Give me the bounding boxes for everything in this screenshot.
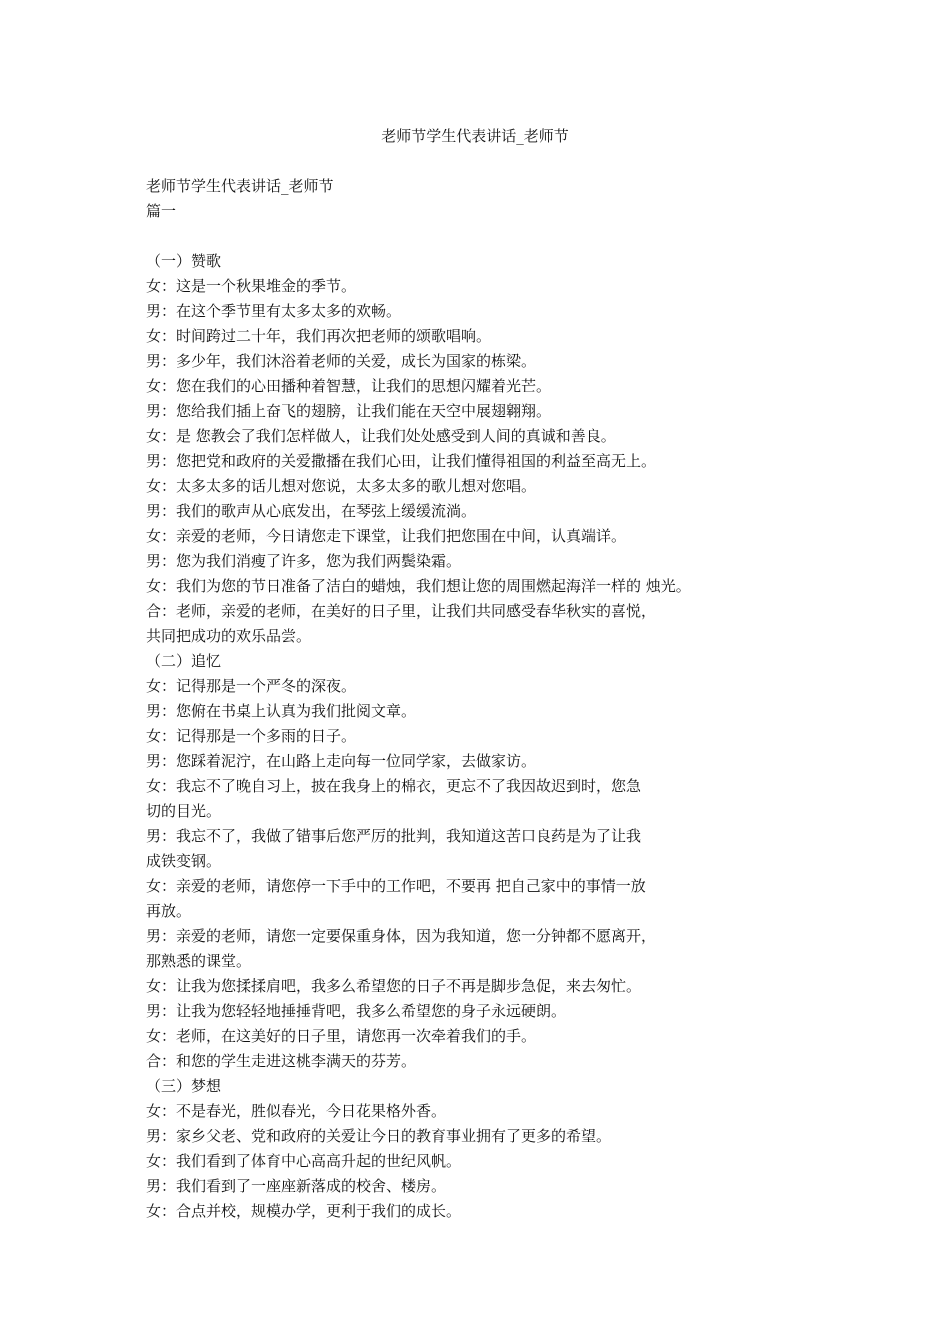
speech-line: 女：我们看到了体育中心高高升起的世纪风帆。 <box>146 1152 462 1170</box>
speech-line: 女：太多太多的话儿想对您说，太多太多的歌儿想对您唱。 <box>146 477 537 495</box>
speech-line: 成铁变钢。 <box>146 852 222 870</box>
speech-line: 女：不是春光，胜似春光，今日花果格外香。 <box>146 1102 447 1120</box>
part-label: 篇一 <box>146 202 177 220</box>
speech-line: （一）赞歌 <box>146 252 222 270</box>
speech-line: 女：合点并校，规模办学，更利于我们的成长。 <box>146 1202 462 1220</box>
blank-line <box>146 224 846 249</box>
speech-line: 女：我忘不了晚自习上，披在我身上的棉衣，更忘不了我因故迟到时，您急 <box>146 777 642 795</box>
speech-line: 男：让我为您轻轻地捶捶背吧，我多么希望您的身子永远硬朗。 <box>146 1002 567 1020</box>
speech-line: 男：家乡父老、党和政府的关爱让今日的教育事业拥有了更多的希望。 <box>146 1127 612 1145</box>
speech-line: （二）追忆 <box>146 652 222 670</box>
speech-line: 女：让我为您揉揉肩吧，我多么希望您的日子不再是脚步急促，来去匆忙。 <box>146 977 642 995</box>
speech-line: 男：您为我们消瘦了许多，您为我们两鬓染霜。 <box>146 552 462 570</box>
speech-line: 男：在这个季节里有太多太多的欢畅。 <box>146 302 402 320</box>
speech-line: 男：我忘不了，我做了错事后您严厉的批判，我知道这苦口良药是为了让我 <box>146 827 642 845</box>
speech-line: 女：您在我们的心田播种着智慧，让我们的思想闪耀着光芒。 <box>146 377 552 395</box>
speech-line: 女：亲爱的老师，今日请您走下课堂，让我们把您围在中间，认真端详。 <box>146 527 627 545</box>
speech-line: 男：多少年，我们沐浴着老师的关爱，成长为国家的栋梁。 <box>146 352 537 370</box>
speech-line: 女：我们为您的节日准备了洁白的蜡烛，我们想让您的周围燃起海洋一样的 烛光。 <box>146 577 691 595</box>
speech-line: 男：您给我们插上奋飞的翅膀，让我们能在天空中展翅翱翔。 <box>146 402 552 420</box>
speech-line: 女：是 您教会了我们怎样做人，让我们处处感受到人间的真诚和善良。 <box>146 427 616 445</box>
speech-line: 女：这是一个秋果堆金的季节。 <box>146 277 357 295</box>
speech-line: 男：我们的歌声从心底发出，在琴弦上缓缓流淌。 <box>146 502 477 520</box>
speech-line: 合：老师，亲爱的老师，在美好的日子里，让我们共同感受春华秋实的喜悦， <box>146 602 657 620</box>
speech-line: 女：时间跨过二十年，我们再次把老师的颂歌唱响。 <box>146 327 492 345</box>
speech-line: 那熟悉的课堂。 <box>146 952 252 970</box>
speech-line: 共同把成功的欢乐品尝。 <box>146 627 312 645</box>
document-heading: 老师节学生代表讲话_老师节 <box>146 177 334 195</box>
speech-line: 男：我们看到了一座座新落成的校舍、楼房。 <box>146 1177 447 1195</box>
speech-line: 男：您俯在书桌上认真为我们批阅文章。 <box>146 702 417 720</box>
document-body <box>146 174 846 1224</box>
speech-line: 男：您把党和政府的关爱撒播在我们心田，让我们懂得祖国的利益至高无上。 <box>146 452 657 470</box>
speech-line: （三）梦想 <box>146 1077 222 1095</box>
speech-line: 再放。 <box>146 902 192 920</box>
speech-line: 女：记得那是一个多雨的日子。 <box>146 727 357 745</box>
speech-line: 切的目光。 <box>146 802 222 820</box>
speech-line: 男：您踩着泥泞，在山路上走向每一位同学家，去做家访。 <box>146 752 537 770</box>
speech-line: 女：老师，在这美好的日子里，请您再一次牵着我们的手。 <box>146 1027 537 1045</box>
speech-line: 合：和您的学生走进这桃李满天的芬芳。 <box>146 1052 417 1070</box>
speech-line: 女：记得那是一个严冬的深夜。 <box>146 677 357 695</box>
document-title: 老师节学生代表讲话_老师节 <box>381 127 569 145</box>
speech-line: 女：亲爱的老师，请您停一下手中的工作吧，不要再 把自己家中的事情一放 <box>146 877 646 895</box>
speech-line: 男：亲爱的老师，请您一定要保重身体，因为我知道，您一分钟都不愿离开， <box>146 927 657 945</box>
speech-lines <box>146 249 846 1224</box>
